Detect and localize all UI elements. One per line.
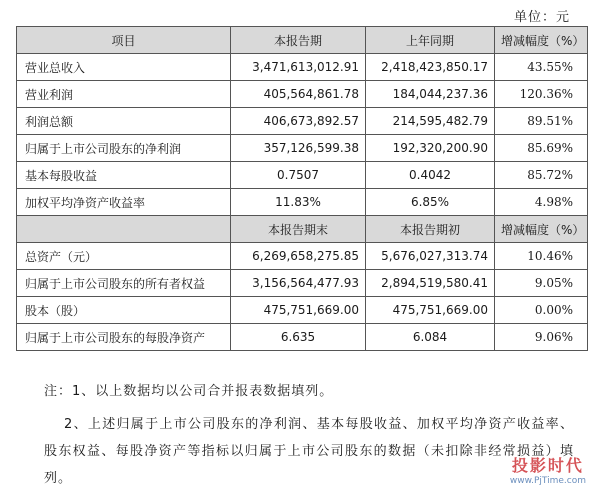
row-label: 营业利润 xyxy=(17,81,231,108)
unit-label: 单位：元 xyxy=(513,10,570,25)
note-2: 2、上述归属于上市公司股东的净利润、基本每股收益、加权平均净资产收益率、股东权益、每股净资产等指标以归属于上市公司股东的数据（未扣除非经常损益）填列。 xyxy=(44,417,574,486)
table-header-row xyxy=(17,27,588,54)
previous-value: 6.85% xyxy=(366,189,495,216)
subheader-item xyxy=(17,216,231,243)
row-label: 股本（股） xyxy=(17,297,231,324)
header-current-period: 本报告期 xyxy=(231,27,366,54)
financial-table xyxy=(16,26,588,351)
change-value: 9.05% xyxy=(495,270,588,297)
table-row xyxy=(17,108,588,135)
current-value: 475,751,669.00 xyxy=(231,297,366,324)
row-label: 归属于上市公司股东的每股净资产 xyxy=(17,324,231,351)
change-value: 0.00% xyxy=(495,297,588,324)
change-value: 85.72% xyxy=(495,162,588,189)
change-value: 43.55% xyxy=(495,54,588,81)
previous-value: 214,595,482.79 xyxy=(366,108,495,135)
note-1: 注：1、以上数据均以公司合并报表数据填列。 xyxy=(44,384,334,399)
change-value: 4.98% xyxy=(495,189,588,216)
row-label: 营业总收入 xyxy=(17,54,231,81)
current-value: 357,126,599.38 xyxy=(231,135,366,162)
current-value: 405,564,861.78 xyxy=(231,81,366,108)
table-row xyxy=(17,54,588,81)
previous-value: 0.4042 xyxy=(366,162,495,189)
change-value: 85.69% xyxy=(495,135,588,162)
header-item: 项目 xyxy=(17,27,231,54)
watermark-name: 投影时代 xyxy=(511,456,584,475)
change-value: 120.36% xyxy=(495,81,588,108)
current-value: 3,471,613,012.91 xyxy=(231,54,366,81)
table-row xyxy=(17,189,588,216)
current-value: 406,673,892.57 xyxy=(231,108,366,135)
row-label: 加权平均净资产收益率 xyxy=(17,189,231,216)
subheader-change: 增减幅度（%） xyxy=(495,216,588,243)
table-row xyxy=(17,243,588,270)
row-label: 利润总额 xyxy=(17,108,231,135)
current-value: 3,156,564,477.93 xyxy=(231,270,366,297)
previous-value: 6.084 xyxy=(366,324,495,351)
table-row xyxy=(17,324,588,351)
table-row xyxy=(17,135,588,162)
previous-value: 5,676,027,313.74 xyxy=(366,243,495,270)
previous-value: 2,894,519,580.41 xyxy=(366,270,495,297)
previous-value: 2,418,423,850.17 xyxy=(366,54,495,81)
table-subheader-row xyxy=(17,216,588,243)
previous-value: 184,044,237.36 xyxy=(366,81,495,108)
change-value: 10.46% xyxy=(495,243,588,270)
current-value: 6,269,658,275.85 xyxy=(231,243,366,270)
previous-value: 192,320,200.90 xyxy=(366,135,495,162)
table-row xyxy=(17,81,588,108)
current-value: 11.83% xyxy=(231,189,366,216)
subheader-period-end: 本报告期末 xyxy=(231,216,366,243)
row-label: 基本每股收益 xyxy=(17,162,231,189)
row-label: 归属于上市公司股东的所有者权益 xyxy=(17,270,231,297)
header-prior-year: 上年同期 xyxy=(366,27,495,54)
previous-value: 475,751,669.00 xyxy=(366,297,495,324)
change-value: 9.06% xyxy=(495,324,588,351)
watermark-url: www.PjTime.com xyxy=(509,476,586,486)
table-row xyxy=(17,162,588,189)
change-value: 89.51% xyxy=(495,108,588,135)
row-label: 总资产（元） xyxy=(17,243,231,270)
table-row xyxy=(17,297,588,324)
header-change: 增减幅度（%） xyxy=(495,27,588,54)
watermark xyxy=(510,453,586,486)
notes xyxy=(44,378,574,492)
subheader-period-start: 本报告期初 xyxy=(366,216,495,243)
row-label: 归属于上市公司股东的净利润 xyxy=(17,135,231,162)
current-value: 6.635 xyxy=(231,324,366,351)
current-value: 0.7507 xyxy=(231,162,366,189)
table-row xyxy=(17,270,588,297)
